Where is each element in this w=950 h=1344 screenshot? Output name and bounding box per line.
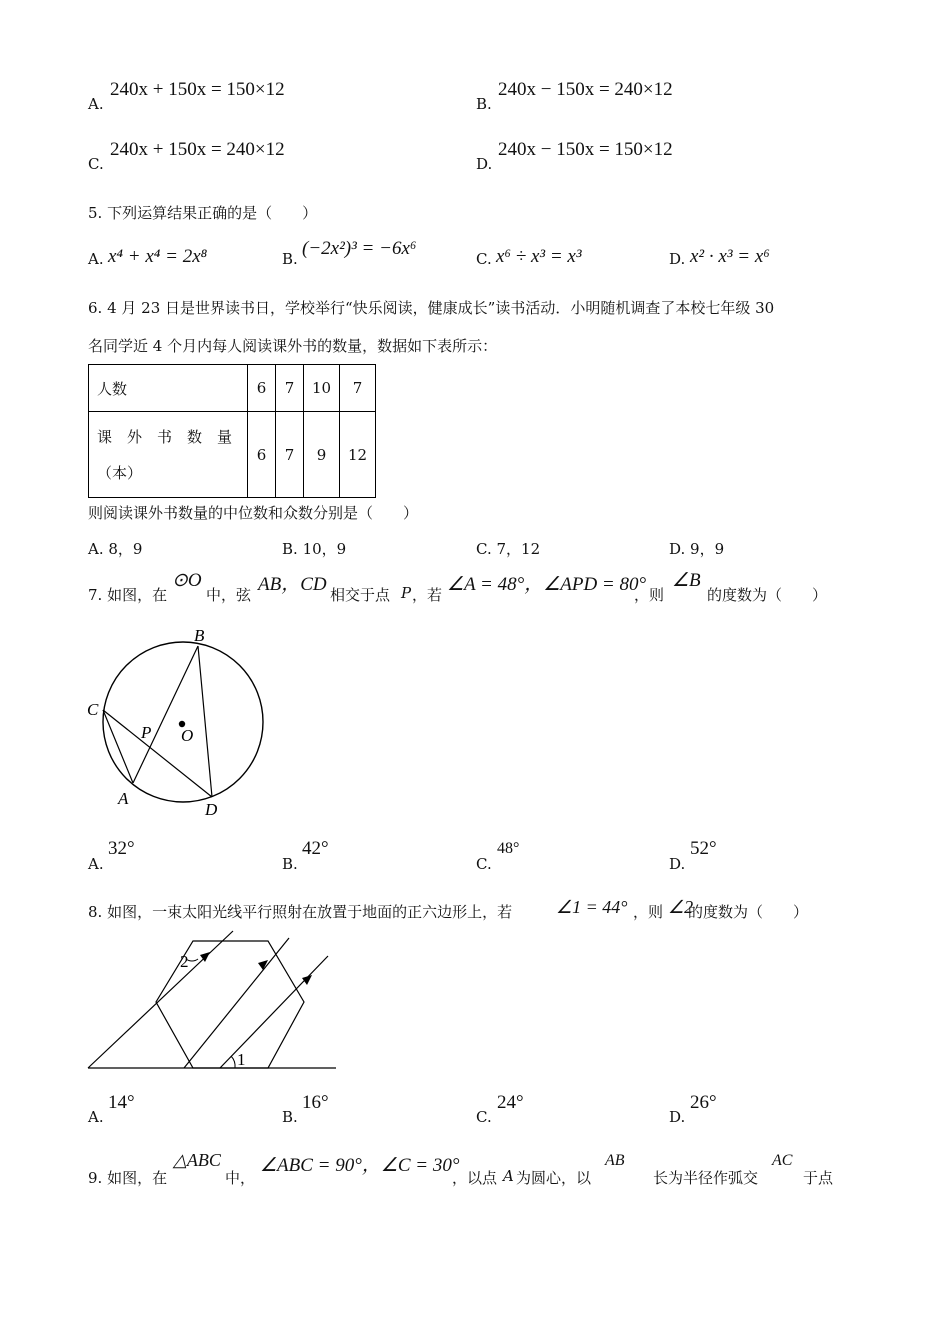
q6-option-b-label: B. [282,540,298,558]
q7-option-b-label: B. [282,855,298,873]
q9-segment-ac: AC [772,1152,793,1169]
table-cell: 7 [276,412,304,498]
q4-option-d-expr: 240x − 150x = 150×12 [498,139,673,160]
q6-option-b [282,538,346,559]
q5-stem: 5. 下列运算结果正确的是（ ） [88,204,318,222]
q5-option-b-label: B. [282,250,298,268]
q4-option-d-label: D. [476,155,493,173]
q7-option-a-text: 32° [108,838,135,859]
table-cell: 9 [304,412,340,498]
q7-option-c-label: C. [476,855,492,873]
q5-option-a-expr: x⁴ + x⁴ = 2x⁸ [108,246,208,267]
q6-question: 则阅读课外书数量的中位数和众数分别是（ ） [88,504,419,522]
q9-triangle: △ABC [173,1150,221,1170]
label-angle-2: 2 [180,952,189,971]
q8-option-c-label: C. [476,1108,492,1126]
q8-option-b-label: B. [282,1108,298,1126]
q8-stem-part3: 的度数为（ ） [688,903,809,921]
ray-arrow-3-icon [302,975,312,985]
q8-option-c-text: 24° [497,1092,524,1113]
q6-option-c [476,538,540,559]
q7-stem-part1: 7. 如图，在 [88,586,168,604]
q6-option-a-label: A. [88,540,104,558]
q6-option-a-text: 8，9 [108,540,143,558]
table-header-books-line1: 课 外 书 数 量 [97,427,233,446]
q8-hexagon-figure [80,925,342,1075]
q8-option-a-text: 14° [108,1092,135,1113]
label-d: D [205,800,218,819]
label-o: O [181,726,194,745]
q9-stem-part5: 长为半径作弧交 [653,1169,759,1187]
q7-option-d-label: D. [669,855,686,873]
label-c: C [87,700,99,719]
table-cell: 7 [340,365,376,412]
table-header-people: 人数 [89,365,248,412]
q8-condition: ∠1 = 44° [556,897,628,917]
q8-stem-part1: 8. 如图，一束太阳光线平行照射在放置于地面的正六边形上，若 [88,903,513,921]
label-p: P [141,723,152,742]
q5-option-d-label: D. [669,250,686,268]
q8-option-d-label: D. [669,1108,686,1126]
q6-option-a [88,538,142,559]
q9-stem-part3: ，以点 [452,1169,498,1187]
q6-option-b-text: 10，9 [302,540,347,558]
table-cell: 7 [276,365,304,412]
q7-option-d-text: 52° [690,838,717,859]
q5-option-c-label: C. [476,250,492,268]
angle-1-arc [231,1056,235,1068]
q6-data-table [88,364,376,498]
q8-option-b-text: 16° [302,1092,329,1113]
q9-segment-ab: AB [605,1152,625,1169]
q4-option-b-label: B. [476,95,492,113]
q7-point-p: P [401,584,412,602]
q7-angle-b: ∠B [672,570,701,591]
q9-stem-part6: 于点 [803,1169,834,1187]
q7-option-b-text: 42° [302,838,329,859]
label-b: B [194,626,205,645]
q9-condition: ∠ABC = 90°，∠C = 30° [260,1155,460,1176]
q6-option-c-label: C. [476,540,492,558]
table-header-books [89,412,248,498]
sun-ray-1 [88,931,233,1068]
q6-stem-line1: 6. 4 月 23 日是世界读书日，学校举行“快乐阅读，健康成长”读书活动．小明随机调查了本校七年级 30 [88,299,775,317]
q6-option-d-text: 9，9 [690,540,725,558]
q7-stem-part5: ，则 [634,586,665,604]
q5-option-a-label: A. [88,250,104,268]
q9-stem-part1: 9. 如图，在 [88,1169,168,1187]
label-angle-1: 1 [237,1050,246,1069]
q6-option-c-text: 7，12 [496,540,541,558]
q6-stem-line2: 名同学近 4 个月内每人阅读课外书的数量，数据如下表所示： [88,337,498,355]
table-cell: 12 [340,412,376,498]
table-cell: 6 [248,412,276,498]
q8-stem-part2: ，则 [633,903,664,921]
q7-stem-part3: 相交于点 [330,586,391,604]
q4-option-b-expr: 240x − 150x = 240×12 [498,79,673,100]
segment-bd [198,646,212,797]
table-cell: 10 [304,365,340,412]
q8-option-d-text: 26° [690,1092,717,1113]
q9-stem-part4: 为圆心，以 [516,1169,592,1187]
table-cell: 6 [248,365,276,412]
chord-cd [103,710,212,797]
q4-option-c-label: C. [88,155,104,173]
chord-ab [133,646,198,783]
q6-option-d-label: D. [669,540,686,558]
q9-stem-part2: 中， [225,1169,256,1187]
sun-ray-2 [184,938,289,1068]
q7-stem-part4: ，若 [412,586,443,604]
q5-option-b-expr: (−2x²)³ = −6x⁶ [302,238,417,259]
table-header-books-line2: （本） [97,463,143,482]
q8-option-a-label: A. [88,1108,104,1126]
q5-option-d-expr: x² · x³ = x⁶ [690,246,770,267]
q4-option-a-label: A. [88,95,104,113]
q5-option-c-expr: x⁶ ÷ x³ = x³ [496,246,582,267]
q7-stem-part6: 的度数为（ ） [707,586,828,604]
q7-chords: AB，CD [258,574,327,595]
q7-condition: ∠A = 48°，∠APD = 80° [447,574,647,595]
q7-option-c-text: 48° [497,840,520,857]
q7-option-a-label: A. [88,855,104,873]
q4-option-c-expr: 240x + 150x = 240×12 [110,139,285,160]
q4-option-a-expr: 240x + 150x = 150×12 [110,79,285,100]
q7-circle-figure [80,620,280,825]
q8-angle-2: ∠2 [668,897,694,917]
q9-point-a: A [503,1167,514,1185]
q7-circle-symbol: ⊙O [172,570,202,591]
label-a: A [118,789,129,808]
q6-option-d [669,538,724,559]
q7-stem-part2: 中，弦 [206,586,252,604]
